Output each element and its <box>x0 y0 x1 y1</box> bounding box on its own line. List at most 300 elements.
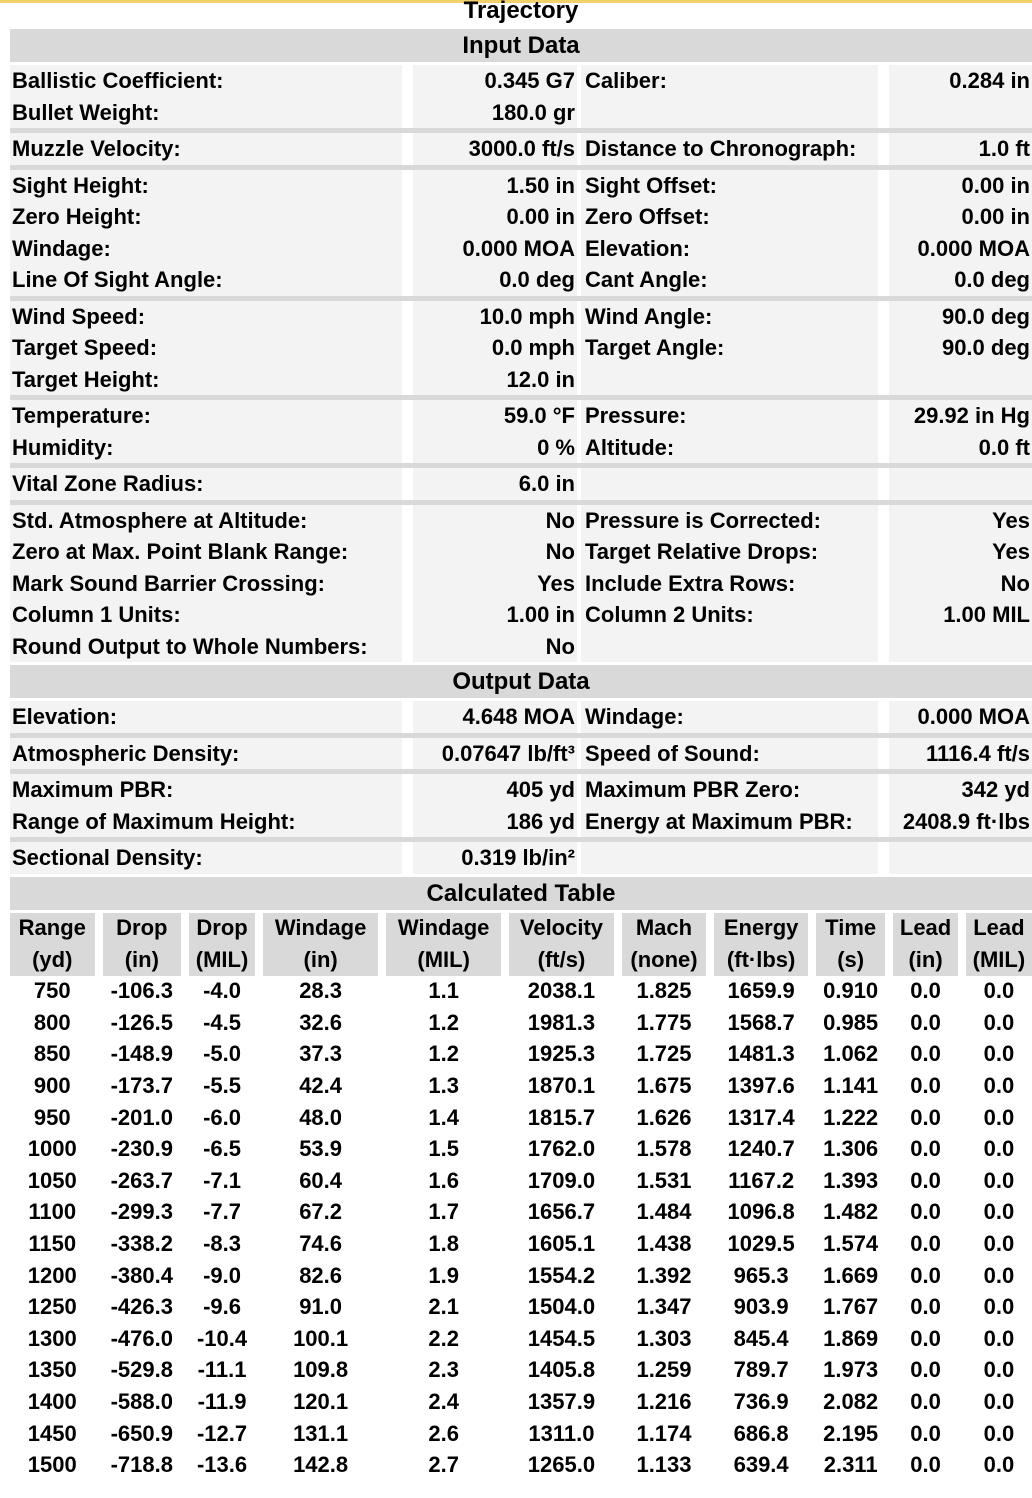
table-cell: 1357.9 <box>527 1389 596 1415</box>
field-label: Windage: <box>577 701 889 733</box>
table-row <box>10 1070 1032 1102</box>
table-cell: 1656.7 <box>527 1199 596 1225</box>
table-cell: 639.4 <box>733 1452 789 1478</box>
field-value: 12.0 in <box>413 364 577 396</box>
field-value: 0 % <box>413 432 577 464</box>
field-value: 0.00 in <box>889 170 1032 202</box>
field-label: Speed of Sound: <box>577 738 889 770</box>
table-cell: 1.347 <box>636 1294 692 1320</box>
table-cell: 2.195 <box>823 1420 879 1446</box>
table-cell: 0.0 <box>910 1009 941 1035</box>
field-value: 1.00 in <box>413 599 577 631</box>
table-cell: 1.7 <box>428 1199 459 1225</box>
field-label: Sight Offset: <box>577 170 889 202</box>
table-cell: 0.0 <box>983 1136 1015 1162</box>
table-cell: 1.869 <box>823 1325 879 1351</box>
table-row <box>10 1355 1032 1387</box>
field-value: 186 yd <box>413 806 577 838</box>
page-title: Trajectory <box>463 0 579 24</box>
table-cell: 1709.0 <box>527 1167 596 1193</box>
table-cell: 1981.3 <box>527 1009 596 1035</box>
table-cell: 42.4 <box>299 1073 343 1099</box>
table-cell: 1350 <box>27 1357 77 1383</box>
table-cell: 1568.7 <box>727 1009 795 1035</box>
table-cell: 0.0 <box>983 1231 1015 1257</box>
table-cell: -126.5 <box>110 1009 173 1035</box>
table-cell: 845.4 <box>733 1325 789 1351</box>
table-cell: 800 <box>33 1009 71 1035</box>
table-cell: 1.438 <box>636 1231 692 1257</box>
field-value <box>889 364 1032 396</box>
table-cell: 1870.1 <box>527 1073 596 1099</box>
column-header: Windage <box>263 913 378 945</box>
table-cell: 1.482 <box>823 1199 879 1225</box>
table-cell: 0.0 <box>983 1452 1015 1478</box>
table-cell: 900 <box>33 1073 71 1099</box>
field-label: Vital Zone Radius: <box>10 468 413 500</box>
field-value: 0.00 in <box>889 201 1032 233</box>
table-cell: 1.531 <box>636 1167 692 1193</box>
column-unit: (ft·lbs) <box>714 944 808 976</box>
table-cell: 0.0 <box>910 1452 941 1478</box>
column-header: Lead <box>893 913 958 945</box>
field-value: No <box>413 536 577 568</box>
table-cell: 1659.9 <box>727 978 795 1004</box>
table-cell: -7.7 <box>203 1199 241 1225</box>
table-cell: 1815.7 <box>527 1104 596 1130</box>
field-label: Sight Height: <box>10 170 413 202</box>
table-cell: 0.0 <box>910 1104 941 1130</box>
table-cell: 1.725 <box>636 1041 692 1067</box>
table-cell: 0.0 <box>910 1357 941 1383</box>
table-cell: 1.825 <box>636 978 692 1004</box>
column-unit: (MIL) <box>189 944 255 976</box>
column-unit: (ft/s) <box>509 944 614 976</box>
table-cell: 965.3 <box>733 1262 789 1288</box>
table-cell: -650.9 <box>110 1420 173 1446</box>
data-row <box>10 701 1032 733</box>
table-cell: 131.1 <box>293 1420 349 1446</box>
table-cell: 0.0 <box>983 1420 1015 1446</box>
field-label: Zero Height: <box>10 201 413 233</box>
field-label <box>577 842 889 874</box>
column-unit: (s) <box>816 944 885 976</box>
table-cell: 0.0 <box>910 1136 941 1162</box>
table-cell: -230.9 <box>110 1136 173 1162</box>
field-label: Windage: <box>10 233 413 265</box>
field-value: No <box>889 568 1032 600</box>
table-row <box>10 1102 1032 1134</box>
column-unit: (yd) <box>10 944 95 976</box>
table-cell: 100.1 <box>293 1325 349 1351</box>
field-value: 0.0 deg <box>413 264 577 296</box>
table-cell: 736.9 <box>733 1389 789 1415</box>
table-cell: 0.0 <box>983 1294 1015 1320</box>
field-value: 90.0 deg <box>889 301 1032 333</box>
input-data-heading: Input Data <box>10 29 1032 65</box>
table-cell: 1397.6 <box>727 1073 795 1099</box>
table-cell: 82.6 <box>299 1262 343 1288</box>
table-row <box>10 1133 1032 1165</box>
table-cell: 0.0 <box>910 1420 941 1446</box>
field-value <box>889 631 1032 663</box>
table-cell: 1925.3 <box>527 1041 596 1067</box>
table-row <box>10 1291 1032 1323</box>
table-cell: 2.3 <box>428 1357 459 1383</box>
table-cell: 1250 <box>27 1294 77 1320</box>
field-value <box>889 468 1032 500</box>
field-value: No <box>413 631 577 663</box>
data-row <box>10 364 1032 396</box>
field-value: No <box>413 505 577 537</box>
field-label: Std. Atmosphere at Altitude: <box>10 505 413 537</box>
table-cell: 1.626 <box>636 1104 692 1130</box>
table-cell: 1.675 <box>636 1073 692 1099</box>
field-label <box>577 97 889 129</box>
field-label: Range of Maximum Height: <box>10 806 413 838</box>
table-cell: 142.8 <box>293 1452 349 1478</box>
table-cell: 1000 <box>27 1136 77 1162</box>
table-cell: -4.5 <box>203 1009 241 1035</box>
table-cell: 1.574 <box>823 1231 879 1257</box>
table-cell: 950 <box>33 1104 71 1130</box>
field-value: Yes <box>889 536 1032 568</box>
column-header: Energy <box>714 913 808 945</box>
field-value: 59.0 °F <box>413 400 577 432</box>
table-cell: 37.3 <box>299 1041 343 1067</box>
table-cell: 0.0 <box>983 1325 1015 1351</box>
table-cell: 0.0 <box>910 1389 941 1415</box>
field-value: 0.0 deg <box>889 264 1032 296</box>
field-value: 10.0 mph <box>413 301 577 333</box>
table-cell: 28.3 <box>299 978 343 1004</box>
table-cell: 1.174 <box>636 1420 692 1446</box>
table-cell: 1.133 <box>636 1452 692 1478</box>
field-value: 0.345 G7 <box>413 65 577 97</box>
table-cell: 2.082 <box>823 1389 879 1415</box>
table-cell: 53.9 <box>299 1136 343 1162</box>
field-value: 1116.4 ft/s <box>889 738 1032 770</box>
table-cell: 1100 <box>28 1199 77 1225</box>
table-cell: 1.062 <box>823 1041 879 1067</box>
field-label: Pressure: <box>577 400 889 432</box>
field-value: Yes <box>413 568 577 600</box>
field-value: 1.50 in <box>413 170 577 202</box>
table-cell: 1311.0 <box>528 1420 595 1446</box>
data-row <box>10 468 1032 500</box>
field-label: Sectional Density: <box>10 842 413 874</box>
table-cell: 1.392 <box>636 1262 692 1288</box>
table-cell: -106.3 <box>110 978 173 1004</box>
output-data-section <box>10 701 1032 874</box>
table-cell: -12.7 <box>196 1420 248 1446</box>
field-label: Mark Sound Barrier Crossing: <box>10 568 413 600</box>
field-label: Target Relative Drops: <box>577 536 889 568</box>
table-cell: 0.0 <box>910 1073 941 1099</box>
table-cell: 2.4 <box>428 1389 459 1415</box>
table-cell: 2.7 <box>428 1452 459 1478</box>
data-row <box>10 842 1032 874</box>
table-row <box>10 1007 1032 1039</box>
table-cell: 1317.4 <box>727 1104 795 1130</box>
field-label: Temperature: <box>10 400 413 432</box>
column-unit: (MIL) <box>386 944 501 976</box>
field-value: 0.000 MOA <box>413 233 577 265</box>
field-value: Yes <box>889 505 1032 537</box>
table-cell: -173.7 <box>110 1073 173 1099</box>
table-cell: 2038.1 <box>527 978 596 1004</box>
field-value <box>889 97 1032 129</box>
field-label: Zero at Max. Point Blank Range: <box>10 536 413 568</box>
column-header: Lead <box>966 913 1032 945</box>
field-value: 1.00 MIL <box>889 599 1032 631</box>
column-unit: (in) <box>893 944 958 976</box>
field-label: Round Output to Whole Numbers: <box>10 631 413 663</box>
table-cell: -476.0 <box>110 1325 173 1351</box>
data-row <box>10 133 1032 165</box>
table-row <box>10 1418 1032 1450</box>
data-row <box>10 201 1032 233</box>
table-cell: -10.4 <box>196 1325 248 1351</box>
field-label: Altitude: <box>577 432 889 464</box>
table-cell: -148.9 <box>110 1041 173 1067</box>
table-cell: 1500 <box>27 1452 77 1478</box>
field-value: 0.284 in <box>889 65 1032 97</box>
table-cell: 750 <box>33 978 71 1004</box>
column-header: Drop <box>189 913 255 945</box>
table-cell: 1.767 <box>823 1294 879 1320</box>
field-value: 90.0 deg <box>889 332 1032 364</box>
data-row <box>10 170 1032 202</box>
table-cell: 0.0 <box>983 1262 1015 1288</box>
table-row <box>10 1039 1032 1071</box>
field-label: Elevation: <box>10 701 413 733</box>
data-row <box>10 65 1032 97</box>
table-cell: -299.3 <box>110 1199 173 1225</box>
table-cell: 686.8 <box>733 1420 789 1446</box>
table-cell: -201.0 <box>110 1104 173 1130</box>
column-header: Range <box>10 913 95 945</box>
table-cell: 0.0 <box>983 1041 1015 1067</box>
column-header: Windage <box>386 913 501 945</box>
table-cell: 48.0 <box>299 1104 343 1130</box>
table-cell: 0.0 <box>910 1231 941 1257</box>
table-cell: 1.3 <box>428 1073 459 1099</box>
column-header: Time <box>816 913 885 945</box>
data-row <box>10 301 1032 333</box>
data-row <box>10 806 1032 838</box>
table-cell: 1150 <box>28 1231 77 1257</box>
field-label: Energy at Maximum PBR: <box>577 806 889 838</box>
table-cell: 1.222 <box>823 1104 879 1130</box>
field-label: Ballistic Coefficient: <box>10 65 413 97</box>
table-cell: 1240.7 <box>727 1136 795 1162</box>
table-cell: 0.0 <box>983 978 1015 1004</box>
table-cell: 0.0 <box>910 1167 941 1193</box>
data-row <box>10 631 1032 663</box>
table-cell: 0.0 <box>910 1199 941 1225</box>
field-label: Include Extra Rows: <box>577 568 889 600</box>
table-cell: 0.0 <box>983 1104 1015 1130</box>
table-cell: 1265.0 <box>527 1452 596 1478</box>
table-row <box>10 1260 1032 1292</box>
field-value: 0.00 in <box>413 201 577 233</box>
table-row <box>10 1197 1032 1229</box>
field-value: 4.648 MOA <box>413 701 577 733</box>
table-cell: 0.985 <box>823 1009 879 1035</box>
table-cell: 1400 <box>27 1389 77 1415</box>
table-cell: 1029.5 <box>727 1231 795 1257</box>
data-row <box>10 432 1032 464</box>
table-cell: 1.669 <box>823 1262 879 1288</box>
field-value: 6.0 in <box>413 468 577 500</box>
table-cell: 1504.0 <box>527 1294 596 1320</box>
table-cell: 1200 <box>27 1262 77 1288</box>
table-cell: 1554.2 <box>527 1262 596 1288</box>
table-cell: 0.0 <box>910 978 941 1004</box>
output-data-heading: Output Data <box>10 662 1032 701</box>
data-row <box>10 97 1032 129</box>
field-label: Maximum PBR Zero: <box>577 774 889 806</box>
table-cell: 91.0 <box>299 1294 343 1320</box>
field-value: 3000.0 ft/s <box>413 133 577 165</box>
table-cell: -11.1 <box>197 1357 247 1383</box>
table-cell: 1167.2 <box>728 1167 795 1193</box>
table-cell: 32.6 <box>299 1009 343 1035</box>
table-row <box>10 1228 1032 1260</box>
table-cell: 1481.3 <box>727 1041 795 1067</box>
table-cell: 1605.1 <box>527 1231 596 1257</box>
field-label: Maximum PBR: <box>10 774 413 806</box>
field-label: Muzzle Velocity: <box>10 133 413 165</box>
field-label <box>577 468 889 500</box>
field-value: 0.0 ft <box>889 432 1032 464</box>
field-value: 0.07647 lb/ft³ <box>413 738 577 770</box>
data-row <box>10 774 1032 806</box>
field-value: 180.0 gr <box>413 97 577 129</box>
table-cell: 850 <box>33 1041 71 1067</box>
field-value: 2408.9 ft·lbs <box>889 806 1032 838</box>
table-cell: 2.1 <box>428 1294 459 1320</box>
table-row <box>10 1323 1032 1355</box>
field-label: Column 2 Units: <box>577 599 889 631</box>
field-value: 0.000 MOA <box>889 233 1032 265</box>
table-cell: 60.4 <box>299 1167 343 1193</box>
table-cell: -380.4 <box>110 1262 173 1288</box>
field-value: 405 yd <box>413 774 577 806</box>
data-row <box>10 599 1032 631</box>
field-label: Target Speed: <box>10 332 413 364</box>
field-value: 0.000 MOA <box>889 701 1032 733</box>
table-cell: 1.259 <box>636 1357 692 1383</box>
table-cell: -9.6 <box>203 1294 241 1320</box>
field-label: Wind Angle: <box>577 301 889 333</box>
data-row <box>10 332 1032 364</box>
table-body <box>10 976 1032 1482</box>
calculated-table <box>2 913 1032 1482</box>
table-cell: 67.2 <box>299 1199 343 1225</box>
table-cell: -263.7 <box>110 1167 173 1193</box>
data-row <box>10 738 1032 770</box>
table-row <box>10 1449 1032 1481</box>
field-label: Pressure is Corrected: <box>577 505 889 537</box>
table-cell: 1.216 <box>636 1389 692 1415</box>
table-cell: -9.0 <box>203 1262 241 1288</box>
table-row <box>10 976 1032 1008</box>
field-label <box>577 631 889 663</box>
field-label: Caliber: <box>577 65 889 97</box>
column-header: Mach <box>622 913 707 945</box>
field-label: Cant Angle: <box>577 264 889 296</box>
table-cell: -5.0 <box>203 1041 241 1067</box>
table-cell: 74.6 <box>299 1231 343 1257</box>
column-header: Velocity <box>509 913 614 945</box>
table-cell: 1096.8 <box>727 1199 795 1225</box>
table-cell: 1300 <box>27 1325 77 1351</box>
field-value: 29.92 in Hg <box>889 400 1032 432</box>
field-label: Target Angle: <box>577 332 889 364</box>
table-cell: 1.141 <box>823 1073 879 1099</box>
table-cell: 1.484 <box>636 1199 692 1225</box>
table-cell: -4.0 <box>203 978 241 1004</box>
table-cell: -11.9 <box>197 1389 247 1415</box>
table-cell: 1.4 <box>428 1104 459 1130</box>
table-cell: -7.1 <box>203 1167 241 1193</box>
table-cell: 1.306 <box>823 1136 879 1162</box>
column-unit: (in) <box>103 944 181 976</box>
data-row <box>10 400 1032 432</box>
column-unit: (MIL) <box>966 944 1032 976</box>
field-value: 0.319 lb/in² <box>413 842 577 874</box>
table-cell: 1450 <box>27 1420 77 1446</box>
table-units-row <box>10 944 1032 976</box>
table-cell: -529.8 <box>110 1357 173 1383</box>
table-cell: 1.775 <box>636 1009 692 1035</box>
data-row <box>10 264 1032 296</box>
table-cell: 1.2 <box>428 1041 459 1067</box>
table-cell: 1.2 <box>428 1009 459 1035</box>
table-cell: -588.0 <box>110 1389 173 1415</box>
table-cell: 1.8 <box>428 1231 459 1257</box>
data-row <box>10 505 1032 537</box>
trajectory-report <box>10 0 1032 1481</box>
table-cell: 1.9 <box>428 1262 459 1288</box>
column-unit: (in) <box>263 944 378 976</box>
table-cell: 120.1 <box>293 1389 349 1415</box>
table-cell: 0.0 <box>910 1325 941 1351</box>
field-value: 1.0 ft <box>889 133 1032 165</box>
table-cell: -13.6 <box>196 1452 248 1478</box>
table-cell: 0.0 <box>983 1389 1015 1415</box>
table-cell: 1.578 <box>636 1136 692 1162</box>
table-row <box>10 1165 1032 1197</box>
table-cell: 789.7 <box>733 1357 789 1383</box>
table-cell: -5.5 <box>203 1073 241 1099</box>
field-label: Distance to Chronograph: <box>577 133 889 165</box>
table-cell: 1454.5 <box>527 1325 596 1351</box>
column-unit: (none) <box>622 944 707 976</box>
table-cell: -6.0 <box>203 1104 241 1130</box>
table-cell: -6.5 <box>203 1136 241 1162</box>
data-row <box>10 233 1032 265</box>
field-value: 0.0 mph <box>413 332 577 364</box>
table-cell: 0.0 <box>983 1167 1015 1193</box>
table-cell: 1.1 <box>428 978 459 1004</box>
table-cell: 109.8 <box>293 1357 349 1383</box>
field-value <box>889 842 1032 874</box>
table-cell: 1050 <box>27 1167 77 1193</box>
table-cell: 903.9 <box>733 1294 789 1320</box>
